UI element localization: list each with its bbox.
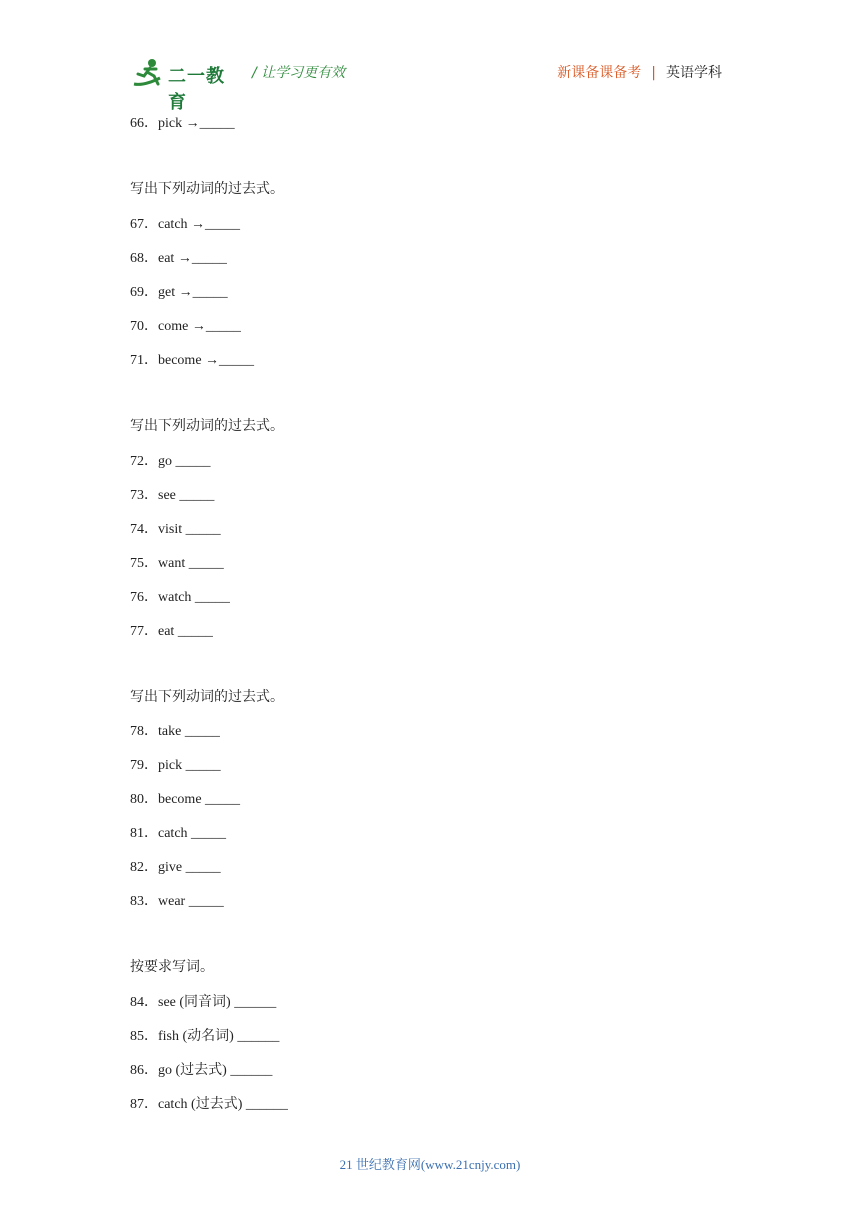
question-item: 87．catch (过去式) ______ xyxy=(130,1097,288,1112)
header-subject-label: 英语学科 xyxy=(666,65,722,81)
section-instruction: 写出下列动词的过去式。 xyxy=(130,689,284,705)
question-item: 73．see _____ xyxy=(130,488,215,503)
question-item: 83．wear _____ xyxy=(130,894,224,909)
brand-logo xyxy=(130,56,242,113)
question-item: 66．pick →_____ xyxy=(130,116,235,131)
question-item: 86．go (过去式) ______ xyxy=(130,1063,273,1078)
section-instruction: 按要求写词。 xyxy=(130,959,214,975)
question-item: 76．watch _____ xyxy=(130,590,230,605)
page-footer: 21 世纪教育网(www.21cnjy.com) xyxy=(339,1157,521,1172)
question-item: 84．see (同音词) ______ xyxy=(130,995,277,1010)
header-separator: | xyxy=(651,65,656,81)
question-item: 70．come →_____ xyxy=(130,319,241,334)
question-item: 82．give _____ xyxy=(130,860,221,875)
question-item: 71．become →_____ xyxy=(130,353,255,368)
question-item: 85．fish (动名词) ______ xyxy=(130,1029,280,1044)
question-item: 80．become _____ xyxy=(130,792,241,807)
section-instruction: 写出下列动词的过去式。 xyxy=(130,418,284,434)
question-item: 79．pick _____ xyxy=(130,758,221,773)
logo-text: 二一教育 xyxy=(168,66,225,113)
page-header xyxy=(130,56,730,113)
question-item: 78．take _____ xyxy=(130,724,220,739)
question-item: 72．go _____ xyxy=(130,454,211,469)
question-item: 75．want _____ xyxy=(130,556,224,571)
question-item: 77．eat _____ xyxy=(130,624,213,639)
question-item: 69．get →_____ xyxy=(130,285,228,300)
question-item: 68．eat →_____ xyxy=(130,251,227,266)
slogan: / 让学习更有效 xyxy=(252,65,346,81)
header-course-label: 新课备课备考 xyxy=(557,65,642,81)
question-item: 81．catch _____ xyxy=(130,826,227,841)
question-item: 67．catch →_____ xyxy=(130,217,241,232)
section-instruction: 写出下列动词的过去式。 xyxy=(130,181,284,197)
question-item: 74．visit _____ xyxy=(130,522,221,537)
runner-logo-icon xyxy=(130,56,170,90)
header-subject xyxy=(557,62,722,82)
